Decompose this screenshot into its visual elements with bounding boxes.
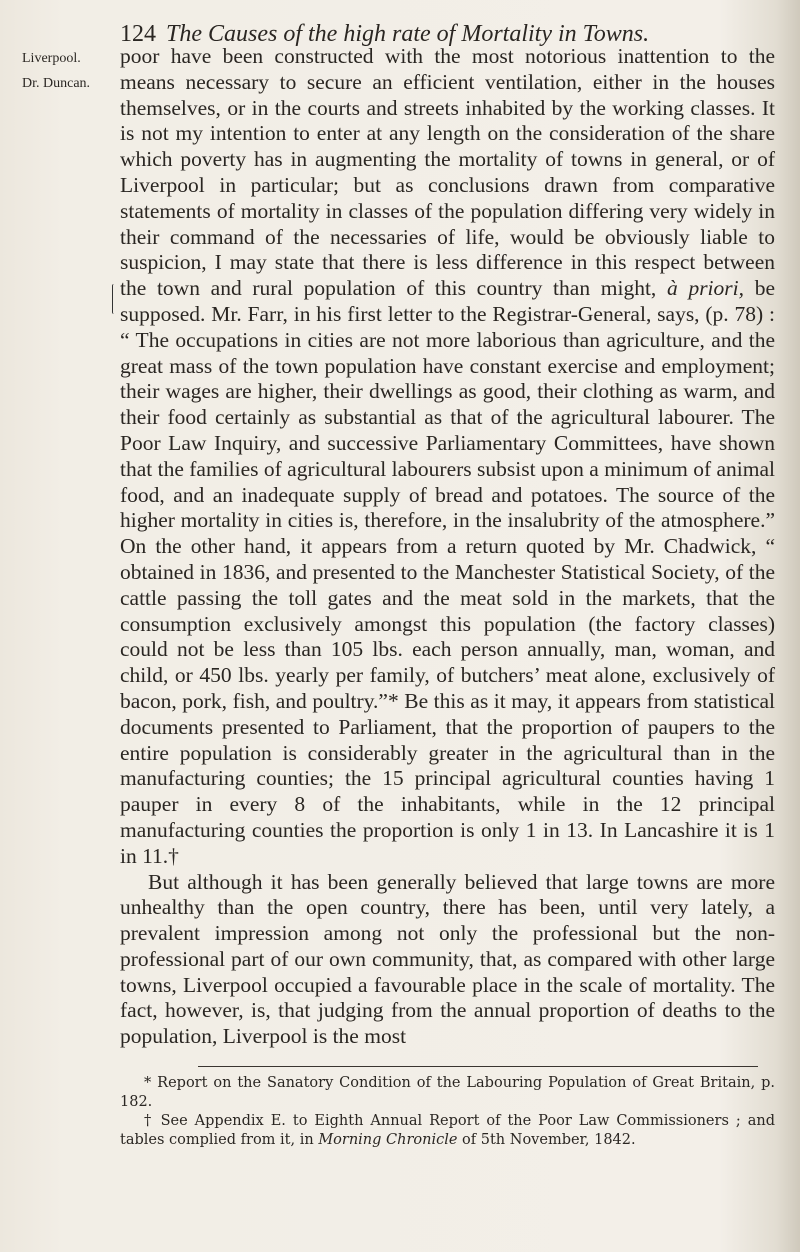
footnote — [120, 1112, 775, 1150]
running-title: The Causes of the high rate of Mortality in Towns. — [166, 21, 650, 47]
footnote-rule — [198, 1066, 758, 1067]
paragraph-text: be supposed. Mr. Farr, in his first letter to the Registrar-General, says, (p. 78) : “ The occupations in cities are not more laborious than agriculture, and the great mass of the town population have constant exercise and employment; their wages are higher, their dwellings as good, their clothing as warm, and their food certainly as substantial as that of the agricultural labourer. The Poor Law Inquiry, and successive Parliamentary Committees, have shown that the families of agricultural labourers subsist upon a minimum of animal food, and an inadequate supply of bread and potatoes. The source of the higher mortality in cities is, therefore, in the insalubrity of the atmosphere.” On the other hand, it appears from a return quoted by Mr. Chadwick, “ obtained in 1836, and presented to the Manchester Statistical Society, of the cattle passing the toll gates and the meat sold in the markets, that the consumption exclusively amongst this population (the factory classes) could not be less than 105 lbs. each person annually, man, woman, and child, or 450 lbs. yearly per family, of butchers’ meat alone, exclusively of bacon, pork, fish, and poultry.”* Be this as it may, it appears from statistical documents presented to Parliament, that the proportion of paupers to the entire population is considerably greater in the agricultural than in the manufacturing counties; the 15 principal agricultural counties having 1 pauper in every 8 of the inhabitants, while in the 12 principal manufacturing counties the proportion is only 1 in 13. In Lancashire it is 1 in 11.† — [120, 276, 776, 868]
paragraph-text: poor have been constructed with the most notorious inattention to the means necessary to secure an efficient ventilation, either in the houses themselves, or in the courts and streets inhabited by the working classes. It is not my intention to enter at any length on the consideration of the share which poverty has in augmenting the mortality of towns in general, or of Liverpool in particular; but as conclusions drawn from comparative statements of mortality in classes of the population differing very widely in their command of the necessaries of life, would be obviously liable to suspicion, I may state that there is less difference in this respect between the town and rural population of this country than might, — [120, 44, 775, 301]
newspaper-title: Morning Chronicle — [318, 1132, 458, 1148]
main-text — [120, 44, 775, 1050]
footnote-text: † See Appendix E. to Eighth Annual Report of the Poor Law Commissioners ; and tables complied from it, in — [120, 1113, 775, 1148]
paragraph: But although it has been generally believed that large towns are more unhealthy than the open country, there has been, until very lately, a prevalent impression among not only the professional but the non-professional part of our own community, that, as compared with other large towns, Liverpool occupied a favourable place in the scale of mortality. The fact, however, is, that judging from the annual proportion of deaths to the population, Liverpool is the most — [120, 869, 775, 1049]
page-number: 124 — [120, 21, 156, 47]
paragraph — [120, 44, 775, 870]
footnote-text: of 5th November, 1842. — [457, 1132, 636, 1148]
margin-bracket-mark — [112, 284, 117, 314]
margin-note-place: Liverpool. — [22, 51, 81, 66]
footnote: * Report on the Sanatory Condition of the Labouring Population of Great Britain, p. 182. — [120, 1075, 775, 1110]
margin-note-author: Dr. Duncan. — [22, 76, 91, 91]
italic-phrase: à priori, — [667, 276, 744, 301]
footnotes — [120, 1074, 775, 1150]
